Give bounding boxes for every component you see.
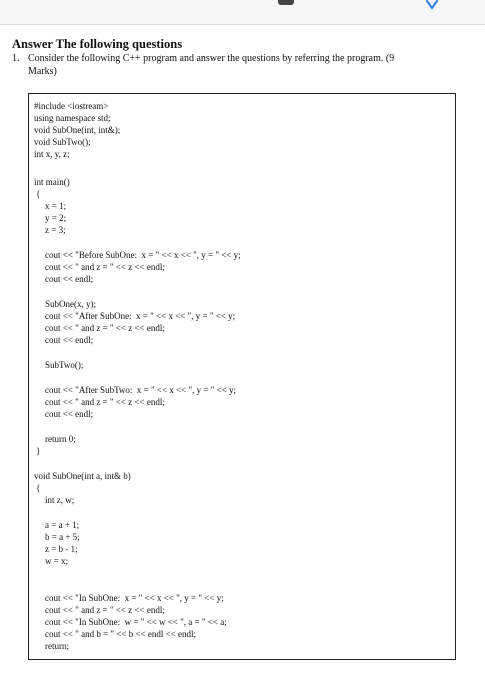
code-line: cout << endl;: [45, 335, 94, 345]
code-line: b = a + 5;: [45, 532, 80, 542]
code-line: return 0;: [45, 434, 76, 444]
section-heading: Answer The following questions: [12, 37, 183, 51]
code-listing-box: [28, 93, 456, 660]
code-line: z = 3;: [45, 225, 66, 235]
code-line: #include <iostream>: [34, 101, 109, 111]
code-line: int z, w;: [45, 495, 75, 505]
code-line: cout << " and b = " << b << endl << endl;: [45, 629, 197, 639]
code-line: void SubOne(int, int&);: [34, 125, 121, 135]
code-line: cout << " and z = " << z << endl;: [45, 262, 165, 272]
code-line: cout << " and z = " << z << endl;: [45, 323, 165, 333]
code-line: SubTwo();: [45, 360, 84, 370]
code-line: using namespace std;: [34, 113, 111, 123]
code-line: cout << "After SubTwo: x = " << x << ", y = " << y;: [45, 385, 237, 395]
code-line: {: [36, 483, 41, 493]
code-line: cout << "In SubOne: w = " << w << ", a = " << a;: [45, 617, 227, 627]
code-line: w = x;: [45, 556, 69, 566]
question-text-line2: Marks): [28, 66, 57, 77]
code-line: int main(): [34, 177, 70, 187]
code-line: int x, y, z;: [34, 149, 70, 159]
code-line: cout << "Before SubOne: x = " << x << ", y = " << y;: [45, 250, 241, 260]
code-line: x = 1;: [45, 201, 67, 211]
code-line: {: [36, 189, 41, 199]
code-line: }: [36, 446, 41, 456]
code-line: a = a + 1;: [45, 520, 80, 530]
chevron-icon[interactable]: [426, 0, 438, 10]
code-line: cout << "In SubOne: x = " << x << ", y = " << y;: [45, 593, 224, 603]
question-number: 1.: [12, 53, 20, 64]
code-line: cout << endl;: [45, 409, 94, 419]
top-toolbar-strip: [0, 0, 485, 25]
question-text-line1: Consider the following C++ program and answer the questions by referring the program. (9: [28, 53, 395, 64]
cropped-title-fragment: [278, 0, 294, 5]
code-line: void SubOne(int a, int& b): [34, 471, 131, 481]
code-line: return;: [45, 641, 69, 651]
code-line: cout << endl;: [45, 274, 94, 284]
code-line: cout << " and z = " << z << endl;: [45, 397, 165, 407]
code-line: y = 2;: [45, 213, 67, 223]
code-line: SubOne(x, y);: [45, 299, 96, 309]
code-line: cout << "After SubOne: x = " << x << ", y = " << y;: [45, 311, 236, 321]
code-line: void SubTwo();: [34, 137, 91, 147]
code-line: cout << " and z = " << z << endl;: [45, 605, 165, 615]
code-line: z = b - 1;: [45, 544, 78, 554]
